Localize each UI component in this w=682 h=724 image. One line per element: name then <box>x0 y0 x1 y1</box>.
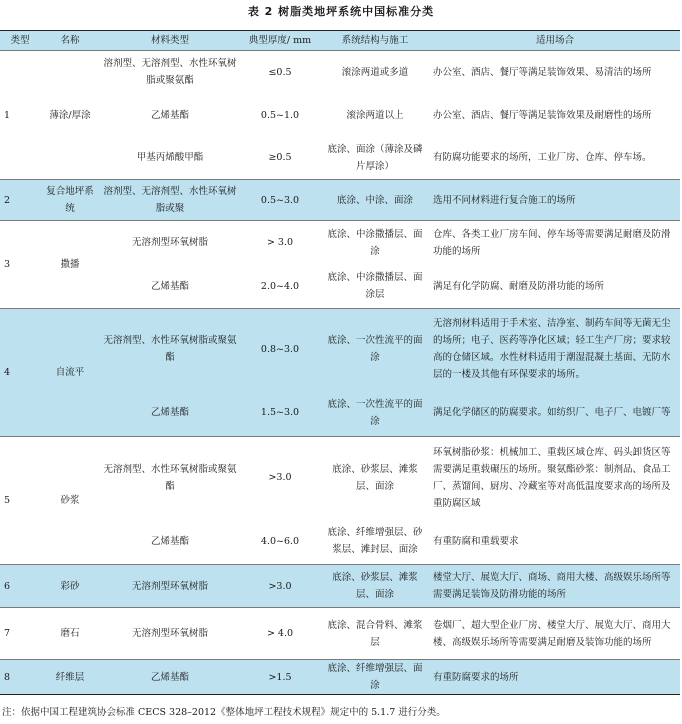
table-row <box>0 437 680 519</box>
cell-material: 乙烯基酯 <box>150 535 189 547</box>
cell-structure: 底涂、砂浆层、滩浆层、面涂 <box>320 437 430 519</box>
cell-structure: 滚涂两道或多道 <box>320 51 430 94</box>
cell-application: 有重防腐要求的场所 <box>430 660 680 695</box>
cell-thickness: >1.5 <box>240 660 320 695</box>
cell-material: 无溶剂型、水性环氧树脂或聚氨酯 <box>100 437 240 519</box>
cell-thickness: > 4.0 <box>240 608 320 660</box>
header-row <box>0 31 680 51</box>
cell-material: 无溶剂型环氧树脂 <box>100 565 240 608</box>
cell-application: 卷烟厂、超大型企业厂房、楼堂大厅、展览大厅、商用大楼、高级娱乐场所等需要满足耐磨及装饰功能的场所 <box>430 608 680 660</box>
cell-name: 薄涂/厚涂 <box>40 51 100 180</box>
cell-application: 满足化学储区的防腐要求。如纺织厂、电子厂、电镀厂等 <box>430 390 680 437</box>
table-row <box>0 565 680 608</box>
cell-type: 6 <box>0 565 40 608</box>
table-row <box>0 519 680 565</box>
cell-structure: 底涂、纤维增强层、面涂 <box>320 660 430 695</box>
cell-type: 7 <box>0 608 40 660</box>
cell-thickness: 0.5~1.0 <box>260 109 300 121</box>
cell-material: 溶剂型、无溶剂型、水性环氧树脂或聚氨酯 <box>100 51 240 94</box>
header-name: 名称 <box>40 31 100 51</box>
table-row <box>0 660 680 695</box>
cell-application: 办公室、酒店、餐厅等满足装饰效果及耐磨性的场所 <box>433 109 652 121</box>
table-row <box>0 265 680 309</box>
cell-application: 选用不同材料进行复合施工的场所 <box>430 180 680 221</box>
cell-application: 有重防腐和重载要求 <box>433 535 519 547</box>
table-row <box>0 180 680 221</box>
classification-table <box>0 30 680 695</box>
cell-application: 环氧树脂砂浆：机械加工、重载区域仓库、码头卸货区等需要满足重载碾压的场所。聚氨酯砂浆：制剂品、食品工厂、蒸馏间、厨房、冷藏室等对高低温度要求高的场所及重防腐区域 <box>430 437 680 519</box>
cell-name: 自流平 <box>40 309 100 437</box>
cell-structure: 底涂、混合骨料、滩浆层 <box>320 608 430 660</box>
cell-name: 彩砂 <box>40 565 100 608</box>
cell-thickness: >3.0 <box>240 565 320 608</box>
cell-thickness: 4.0~6.0 <box>260 535 300 547</box>
header-type: 类型 <box>0 31 40 51</box>
cell-application: 楼堂大厅、展览大厅、商场、商用大楼、高级娱乐场所等需要满足装饰及防滑功能的场所 <box>430 565 680 608</box>
table-note: 注：依据中国工程建筑协会标准 CECS 328–2012《整体地坪工程技术规程》规定中的 5.1.7 进行分类。 <box>2 707 446 718</box>
cell-thickness: 0.8~3.0 <box>240 309 320 390</box>
cell-thickness: 0.5~3.0 <box>240 180 320 221</box>
cell-name: 纤维层 <box>40 660 100 695</box>
cell-structure: 底涂、中涂撒播层、面涂 <box>320 221 430 265</box>
cell-structure: 底涂、砂浆层、滩浆层、面涂 <box>320 565 430 608</box>
cell-material: 无溶剂型、水性环氧树脂或聚氨酯 <box>100 309 240 390</box>
cell-thickness: ≤0.5 <box>240 51 320 94</box>
table-row <box>0 390 680 437</box>
cell-structure: 底涂、中涂、面涂 <box>320 180 430 221</box>
cell-material: 乙烯基酯 <box>150 109 189 121</box>
table-caption: 表 2 树脂类地坪系统中国标准分类 <box>247 5 435 18</box>
cell-material: 无溶剂型环氧树脂 <box>100 608 240 660</box>
cell-material: 甲基丙烯酸甲酯 <box>136 152 204 164</box>
cell-structure: 滚涂两道以上 <box>346 109 404 121</box>
cell-type: 4 <box>0 309 40 437</box>
table-row <box>0 94 680 137</box>
cell-type: 5 <box>0 437 40 565</box>
cell-type: 2 <box>0 180 40 221</box>
cell-thickness: 2.0~4.0 <box>260 280 300 292</box>
cell-material: 溶剂型、无溶剂型、水性环氧树脂或聚 <box>100 180 240 221</box>
cell-application: 满足有化学防腐、耐磨及防滑功能的场所 <box>433 280 605 292</box>
header-structure: 系统结构与施工 <box>320 31 430 51</box>
cell-material: 乙烯基酯 <box>150 280 189 292</box>
cell-application: 办公室、酒店、餐厅等满足装饰效果、易清洁的场所 <box>430 51 680 94</box>
cell-structure: 底涂、一次性流平的面涂 <box>320 309 430 390</box>
header-material: 材料类型 <box>100 31 240 51</box>
cell-structure: 底涂、纤维增强层、砂浆层、滩封层、面涂 <box>327 527 423 556</box>
table-row <box>0 137 680 180</box>
cell-material: 无溶剂型环氧树脂 <box>100 221 240 265</box>
cell-application: 仓库、各类工业厂房车间、停车场等需要满足耐磨及防滑功能的场所 <box>430 221 680 265</box>
cell-name: 复合地坪系统 <box>40 180 100 221</box>
cell-application: 有防腐功能要求的场所，工业厂房、仓库、停车场。 <box>433 152 652 164</box>
header-thickness: 典型厚度/ mm <box>240 31 320 51</box>
cell-thickness: > 3.0 <box>240 221 320 265</box>
cell-type: 8 <box>0 660 40 695</box>
cell-name: 撒播 <box>40 221 100 309</box>
cell-thickness: ≥0.5 <box>268 152 292 164</box>
cell-name: 磨石 <box>40 608 100 660</box>
cell-type: 3 <box>0 221 40 309</box>
cell-name: 砂浆 <box>40 437 100 565</box>
cell-material: 乙烯基酯 <box>100 390 240 437</box>
cell-type: 1 <box>0 51 40 180</box>
cell-material: 乙烯基酯 <box>100 660 240 695</box>
cell-thickness: 1.5~3.0 <box>240 390 320 437</box>
cell-structure: 底涂、面涂（薄涂及磷片厚涂） <box>327 143 423 172</box>
header-application: 适用场合 <box>430 31 680 51</box>
table-row <box>0 51 680 94</box>
cell-thickness: >3.0 <box>240 437 320 519</box>
cell-application: 无溶剂材料适用于手术室、洁净室、制药车间等无菌无尘的场所；电子、医药等净化区域；轻工生产厂房；要求较高的仓储区域。水性材料适用于潮湿混凝土基面、无防水层的一楼及其他有环保要求的场所。 <box>430 309 680 390</box>
cell-structure: 底涂、一次性流平的面涂 <box>320 390 430 437</box>
cell-structure: 底涂、中涂撒播层、面涂层 <box>327 272 423 301</box>
table-row <box>0 608 680 660</box>
table-row <box>0 221 680 265</box>
table-row <box>0 309 680 390</box>
